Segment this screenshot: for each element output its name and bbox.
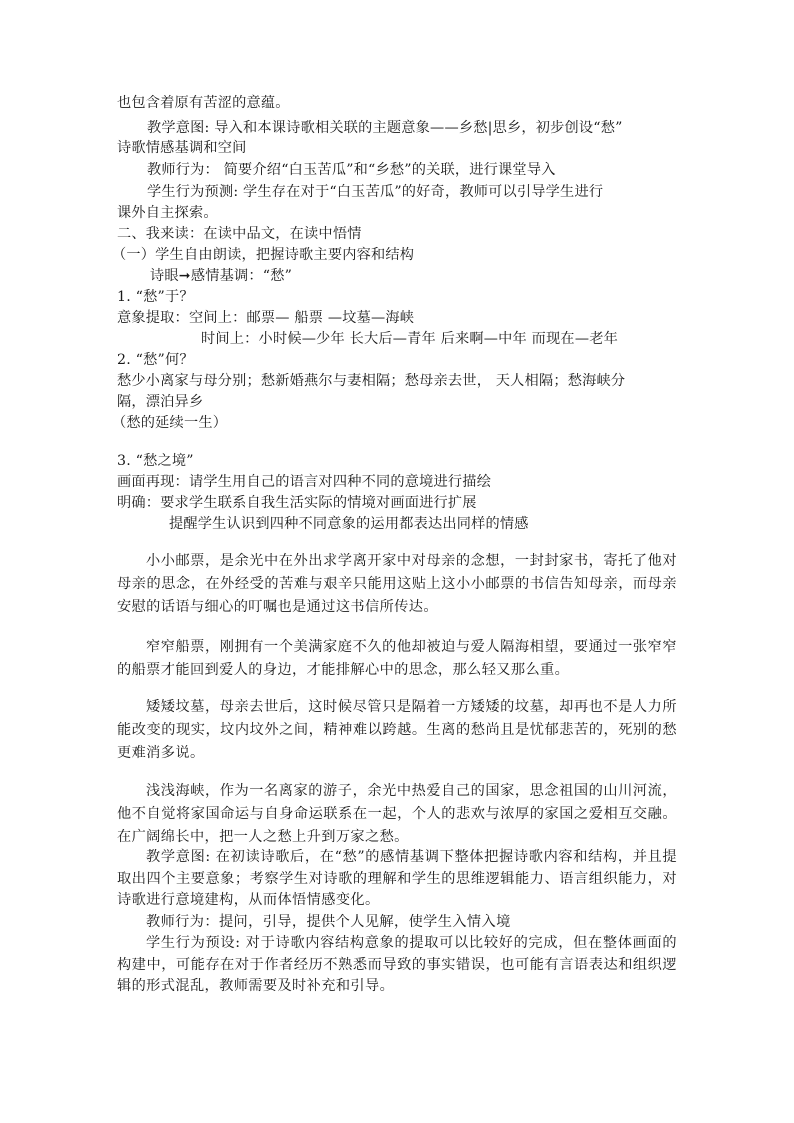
paragraph xyxy=(117,847,677,998)
student-prediction-line: 学生行为预测: 学生存在对于“白玉苦瓜”的好奇，教师可以引导学生进行 xyxy=(147,184,604,200)
text-line: 隔，漂泊异乡 xyxy=(117,394,204,410)
text-line: 提醒学生认识到四种不同意象的运用都表达出同样的情感 xyxy=(169,516,529,532)
paragraph xyxy=(117,550,677,619)
teacher-behavior-paragraph: 教师行为：提问，引导，提供个人见解，使学生入情入境 xyxy=(146,913,511,930)
text-line: 愁少小离家与母分别；愁新婚燕尔与妻相隔；愁母亲去世， 天人相隔；愁海峡分 xyxy=(117,373,626,389)
paragraph xyxy=(117,696,677,765)
text-line: 明确：要求学生联系自我生活实际的情境对画面进行扩展 xyxy=(117,495,477,511)
text-line: 诗眼➞感情基调：“愁” xyxy=(150,268,293,284)
student-preset-paragraph: 学生行为预设: 对于诗歌内容结构意象的提取可以比较好的完成，但在整体画面的构建中，可能存在对于作者经历不熟悉而导致的事实错误，也可能有言语表达和组织逻辑的形式混乱，教师需要及时补充和引导。 xyxy=(117,935,677,994)
teaching-intent-line: 教学意图: 导入和本课诗歌相关联的主题意象——乡愁|思乡，初步创设“愁” xyxy=(147,120,623,136)
text-line: 时间上：小时候—少年 长大后—青年 后来啊—中年 而现在—老年 xyxy=(201,331,618,347)
paragraph-text: 小小邮票，是余光中在外出求学离开家中对母亲的念想，一封封家书，寄托了他对母亲的思念，在外经受的苦难与艰辛只能用这贴上这小小邮票的书信告知母亲，而母亲安慰的话语与细心的叮嘱也是通过这书信所传达。 xyxy=(117,553,677,615)
numbered-heading: 1. “愁”于？ xyxy=(117,289,194,305)
subsection-heading: （一）学生自由朗读，把握诗歌主要内容和结构 xyxy=(112,247,415,263)
text-line: 也包含着原有苦涩的意蕴。 xyxy=(117,95,290,111)
paragraph xyxy=(117,636,677,682)
section-heading: 二、我来读：在读中品文，在读中悟情 xyxy=(117,226,362,242)
text-line: （愁的延续一生） xyxy=(112,415,228,431)
text-line: 课外自主探索。 xyxy=(117,205,218,221)
paragraph-text: 矮矮坟墓，母亲去世后，这时候尽管只是隔着一方矮矮的坟墓，却再也不是人力所能改变的现实，坟内坟外之间，精神难以跨越。生离的愁尚且是忧郁悲苦的，死别的愁更难消多说。 xyxy=(117,699,677,761)
paragraph-text: 窄窄船票，刚拥有一个美满家庭不久的他却被迫与爱人隔海相望，要通过一张窄窄的船票才能回到爱人的身边，才能排解心中的思念，那么轻又那么重。 xyxy=(117,639,677,678)
teaching-intent-paragraph: 教学意图: 在初读诗歌后，在“愁”的感情基调下整体把握诗歌内容和结构，并且提取出四个主要意象；考察学生对诗歌的理解和学生的思维逻辑能力、语言组织能力，对诗歌进行意境建构，从而体悟情感变化。 xyxy=(117,849,677,908)
text-line: 意象提取：空间上：邮票— 船票 —坟墓—海峡 xyxy=(117,310,415,326)
text-line: 诗歌情感基调和空间 xyxy=(117,140,247,156)
numbered-heading: 3. “愁之境” xyxy=(117,453,194,469)
paragraph-text: 浅浅海峡，作为一名离家的游子，余光中热爱自己的国家，思念祖国的山川河流，他不自觉将家国命运与自身命运联系在一起，个人的悲欢与浓厚的家国之爱相互交融。在广阔绵长中，把一人之愁上升到万家之愁。 xyxy=(117,783,677,845)
paragraph xyxy=(117,780,677,849)
text-line: 画面再现：请学生用自己的语言对四种不同的意境进行描绘 xyxy=(117,474,492,490)
teacher-behavior-line: 教师行为： 简要介绍“白玉苦瓜”和“乡愁”的关联，进行课堂导入 xyxy=(147,162,556,178)
numbered-heading: 2. “愁”何？ xyxy=(117,352,194,368)
